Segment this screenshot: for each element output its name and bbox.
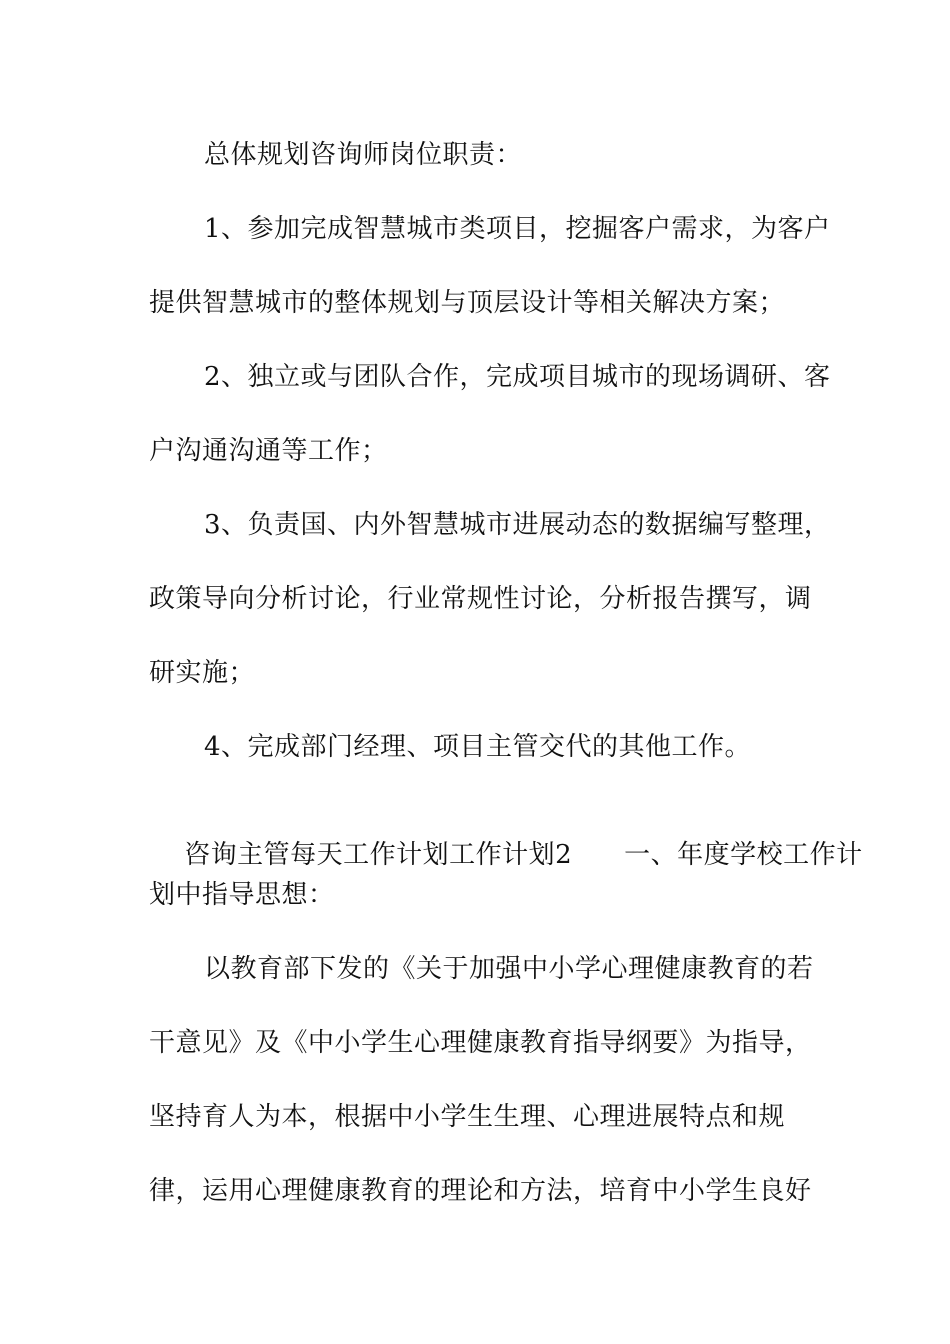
paragraph-line: 2、独立或与团队合作，完成项目城市的现场调研、客 (204, 362, 831, 392)
paragraph-line: 政策导向分析讨论，行业常规性讨论，分析报告撰写，调 (149, 584, 812, 614)
paragraph-line: 研实施； (149, 658, 256, 688)
paragraph-line: 提供智慧城市的整体规划与顶层设计等相关解决方案； (149, 288, 786, 318)
paragraph-line: 干意见》及《中小学生心理健康教育指导纲要》为指导， (149, 1028, 812, 1058)
paragraph-line: 4、完成部门经理、项目主管交代的其他工作。 (204, 732, 752, 762)
section-heading-guiding: 一、年度学校工作计 (624, 840, 863, 870)
section-heading-duties: 总体规划咨询师岗位职责： (204, 140, 523, 170)
paragraph-line: 1、参加完成智慧城市类项目，挖掘客户需求，为客户 (204, 214, 831, 244)
paragraph-line: 以教育部下发的《关于加强中小学心理健康教育的若 (204, 954, 814, 984)
paragraph-line: 坚持育人为本，根据中小学生生理、心理进展特点和规 (149, 1102, 786, 1132)
paragraph-line: 律，运用心理健康教育的理论和方法，培育中小学生良好 (149, 1176, 812, 1206)
document-title: 咨询主管每天工作计划工作计划2 (184, 840, 573, 870)
paragraph-line: 划中指导思想： (149, 880, 335, 910)
paragraph-line: 户沟通沟通等工作； (149, 436, 388, 466)
paragraph-line: 3、负责国、内外智慧城市进展动态的数据编写整理， (204, 510, 831, 540)
